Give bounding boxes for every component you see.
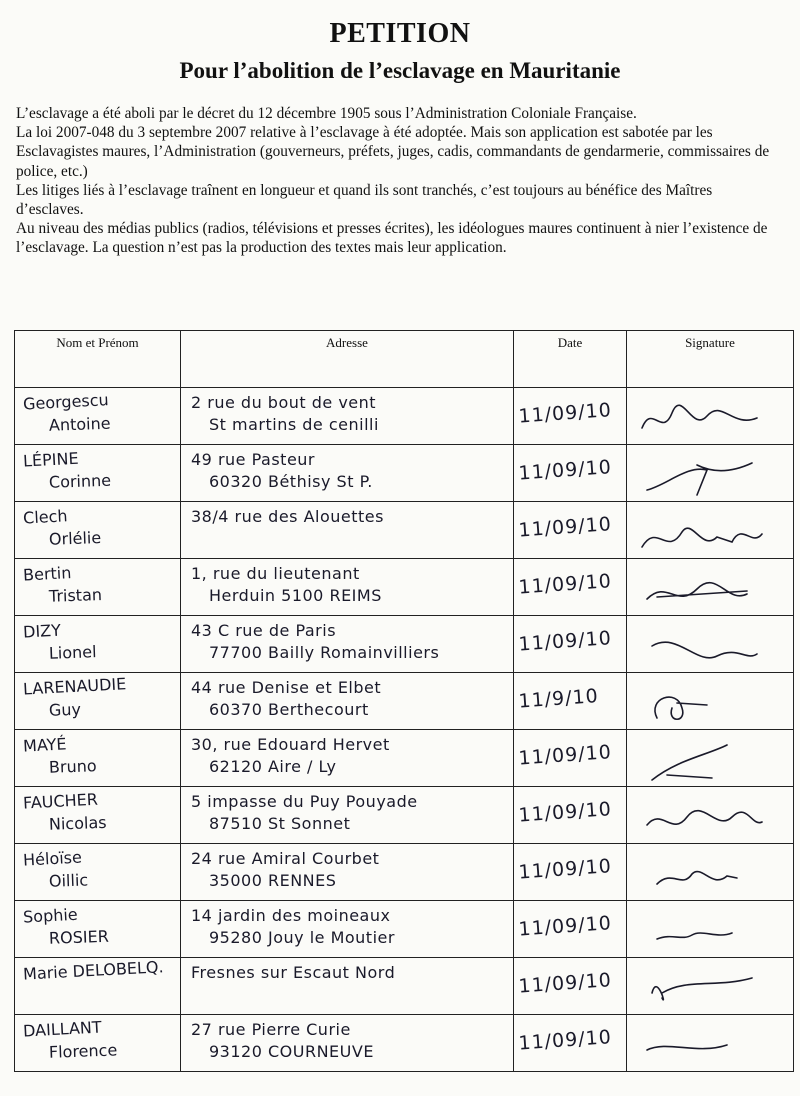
cell-date	[514, 445, 627, 502]
cell-name	[15, 787, 181, 844]
cell-date	[514, 616, 627, 673]
table-row	[15, 502, 794, 559]
cell-date	[514, 502, 627, 559]
intro-paragraph: Les litiges liés à l’esclavage traînent en longueur et quand ils sont tranchés, c’est toujours au bénéfice des Maîtres d’esclaves.	[16, 181, 713, 219]
signature-date: 11/09/10	[517, 627, 613, 656]
table-row	[15, 787, 794, 844]
signature-date: 11/09/10	[517, 855, 613, 884]
cell-address	[181, 730, 514, 787]
address-line1: 5 impasse du Puy Pouyade	[191, 792, 418, 811]
handwritten-signature	[627, 1015, 793, 1069]
signer-name-line1: FAUCHER	[22, 789, 99, 813]
handwritten-signature	[627, 445, 793, 499]
cell-signature	[627, 445, 794, 502]
address-line1: 24 rue Amiral Courbet	[191, 849, 380, 868]
address-line1: Fresnes sur Escaut Nord	[191, 963, 396, 982]
signature-date: 11/09/10	[517, 456, 613, 485]
signer-name-line2: Corinne	[48, 470, 112, 492]
signature-date: 11/09/10	[517, 570, 613, 599]
table-row	[15, 673, 794, 730]
signer-name-line2: Tristan	[48, 584, 103, 606]
table-row	[15, 559, 794, 616]
signer-name-line2: Nicolas	[48, 812, 107, 834]
cell-address	[181, 1015, 514, 1072]
header-name: Nom et Prénom	[15, 331, 181, 388]
table-row	[15, 1015, 794, 1072]
address-line1: 43 C rue de Paris	[191, 621, 337, 640]
cell-signature	[627, 673, 794, 730]
cell-name	[15, 730, 181, 787]
address-line2: 60320 Béthisy St P.	[209, 472, 373, 491]
signer-name-line2: Florence	[48, 1040, 118, 1062]
cell-signature	[627, 502, 794, 559]
address-line1: 49 rue Pasteur	[191, 450, 315, 469]
intro-paragraph: La loi 2007-048 du 3 septembre 2007 relative à l’esclavage à été adoptée. Mais son application est sabotée par les Esclavagistes maures, l’Administration (gouverneurs, préfets, juges, cadis, commandants de gendarmerie, commissaires de police, etc.)	[16, 124, 770, 180]
signer-name-line1: Sophie	[22, 904, 79, 927]
cell-signature	[627, 388, 794, 445]
signer-name-line1: Marie DELOBELQ.	[22, 957, 165, 984]
cell-address	[181, 787, 514, 844]
address-line1: 30, rue Edouard Hervet	[191, 735, 390, 754]
address-line1: 38/4 rue des Alouettes	[191, 507, 384, 526]
signer-name-line2: Lionel	[48, 642, 97, 663]
signature-date: 11/09/10	[517, 798, 613, 827]
handwritten-signature	[627, 502, 793, 556]
cell-signature	[627, 559, 794, 616]
cell-name	[15, 958, 181, 1015]
signature-date: 11/09/10	[517, 1026, 613, 1055]
cell-address	[181, 901, 514, 958]
handwritten-signature	[627, 673, 793, 727]
signer-name-line1: Bertin	[22, 563, 72, 585]
handwritten-signature	[627, 388, 793, 442]
petition-title: PETITION	[329, 18, 471, 49]
cell-name	[15, 901, 181, 958]
signer-name-line2: Orlélie	[48, 527, 102, 549]
address-line1: 27 rue Pierre Curie	[191, 1020, 351, 1039]
cell-signature	[627, 901, 794, 958]
address-line1: 2 rue du bout de vent	[191, 393, 377, 412]
cell-name	[15, 673, 181, 730]
signer-name-line1: Georgescu	[22, 390, 110, 414]
table-row	[15, 388, 794, 445]
cell-date	[514, 958, 627, 1015]
cell-name	[15, 616, 181, 673]
handwritten-signature	[627, 844, 793, 898]
cell-signature	[627, 787, 794, 844]
table-row	[15, 958, 794, 1015]
signature-table	[14, 330, 794, 1072]
address-line2: 87510 St Sonnet	[209, 814, 351, 833]
address-line2: St martins de cenilli	[209, 415, 379, 434]
intro-text	[16, 104, 776, 258]
handwritten-signature	[627, 616, 793, 670]
signature-date: 11/09/10	[517, 741, 613, 770]
handwritten-signature	[627, 730, 793, 784]
signer-name-line2: Oillic	[48, 870, 89, 891]
cell-date	[514, 388, 627, 445]
petition-subtitle: Pour l’abolition de l’esclavage en Mauritanie	[179, 58, 621, 83]
address-line2: 35000 RENNES	[209, 871, 337, 890]
address-line1: 1, rue du lieutenant	[191, 564, 360, 583]
address-line2: 62120 Aire / Ly	[209, 757, 337, 776]
cell-signature	[627, 730, 794, 787]
cell-date	[514, 787, 627, 844]
header-signature: Signature	[627, 331, 794, 388]
cell-name	[15, 1015, 181, 1072]
address-line1: 14 jardin des moineaux	[191, 906, 391, 925]
cell-address	[181, 673, 514, 730]
cell-date	[514, 559, 627, 616]
table-row	[15, 616, 794, 673]
cell-date	[514, 901, 627, 958]
cell-date	[514, 1015, 627, 1072]
signer-name-line1: LÉPINE	[22, 448, 80, 471]
cell-address	[181, 502, 514, 559]
handwritten-signature	[627, 787, 793, 841]
cell-signature	[627, 616, 794, 673]
cell-signature	[627, 958, 794, 1015]
cell-address	[181, 388, 514, 445]
signature-date: 11/09/10	[517, 969, 613, 998]
address-line2: 95280 Jouy le Moutier	[209, 928, 395, 947]
address-line2: 77700 Bailly Romainvilliers	[209, 643, 440, 662]
signer-name-line2: Guy	[48, 699, 82, 720]
signer-name-line2: ROSIER	[48, 926, 110, 948]
signature-date: 11/09/10	[517, 513, 613, 542]
header-address: Adresse	[181, 331, 514, 388]
cell-signature	[627, 1015, 794, 1072]
table-row	[15, 844, 794, 901]
cell-date	[514, 844, 627, 901]
table-row	[15, 730, 794, 787]
signer-name-line1: Héloïse	[22, 847, 83, 870]
intro-paragraph: Au niveau des médias publics (radios, télévisions et presses écrites), les idéologues maures continuent à nier l’existence de l’esclavage. La question n’est pas la production des textes mais leur application.	[16, 220, 768, 257]
address-line2: 60370 Berthecourt	[209, 700, 369, 719]
signer-name-line1: Clech	[22, 506, 68, 528]
signature-date: 11/09/10	[517, 912, 613, 941]
cell-date	[514, 730, 627, 787]
signer-name-line1: DIZY	[22, 620, 62, 642]
cell-address	[181, 844, 514, 901]
signer-name-line1: MAYÉ	[22, 734, 67, 756]
signer-name-line1: LARENAUDIE	[22, 674, 127, 699]
handwritten-signature	[627, 958, 793, 1012]
signer-name-line1: DAILLANT	[22, 1017, 103, 1041]
header-date: Date	[514, 331, 627, 388]
address-line2: 93120 COURNEUVE	[209, 1042, 374, 1061]
intro-paragraph: L’esclavage a été aboli par le décret du 12 décembre 1905 sous l’Administration Coloniale Française.	[16, 105, 637, 122]
table-row	[15, 901, 794, 958]
signer-name-line2: Antoine	[48, 413, 111, 435]
address-line1: 44 rue Denise et Elbet	[191, 678, 382, 697]
cell-name	[15, 502, 181, 559]
cell-address	[181, 559, 514, 616]
table-header-row	[15, 331, 794, 388]
cell-name	[15, 559, 181, 616]
handwritten-signature	[627, 559, 793, 613]
signature-date: 11/9/10	[517, 685, 600, 713]
cell-date	[514, 673, 627, 730]
signer-name-line2: Bruno	[48, 756, 97, 777]
cell-address	[181, 958, 514, 1015]
cell-signature	[627, 844, 794, 901]
handwritten-signature	[627, 901, 793, 955]
table-row	[15, 445, 794, 502]
cell-name	[15, 844, 181, 901]
address-line2: Herduin 5100 REIMS	[209, 586, 382, 605]
cell-address	[181, 445, 514, 502]
cell-name	[15, 388, 181, 445]
cell-address	[181, 616, 514, 673]
signature-date: 11/09/10	[517, 399, 613, 428]
cell-name	[15, 445, 181, 502]
